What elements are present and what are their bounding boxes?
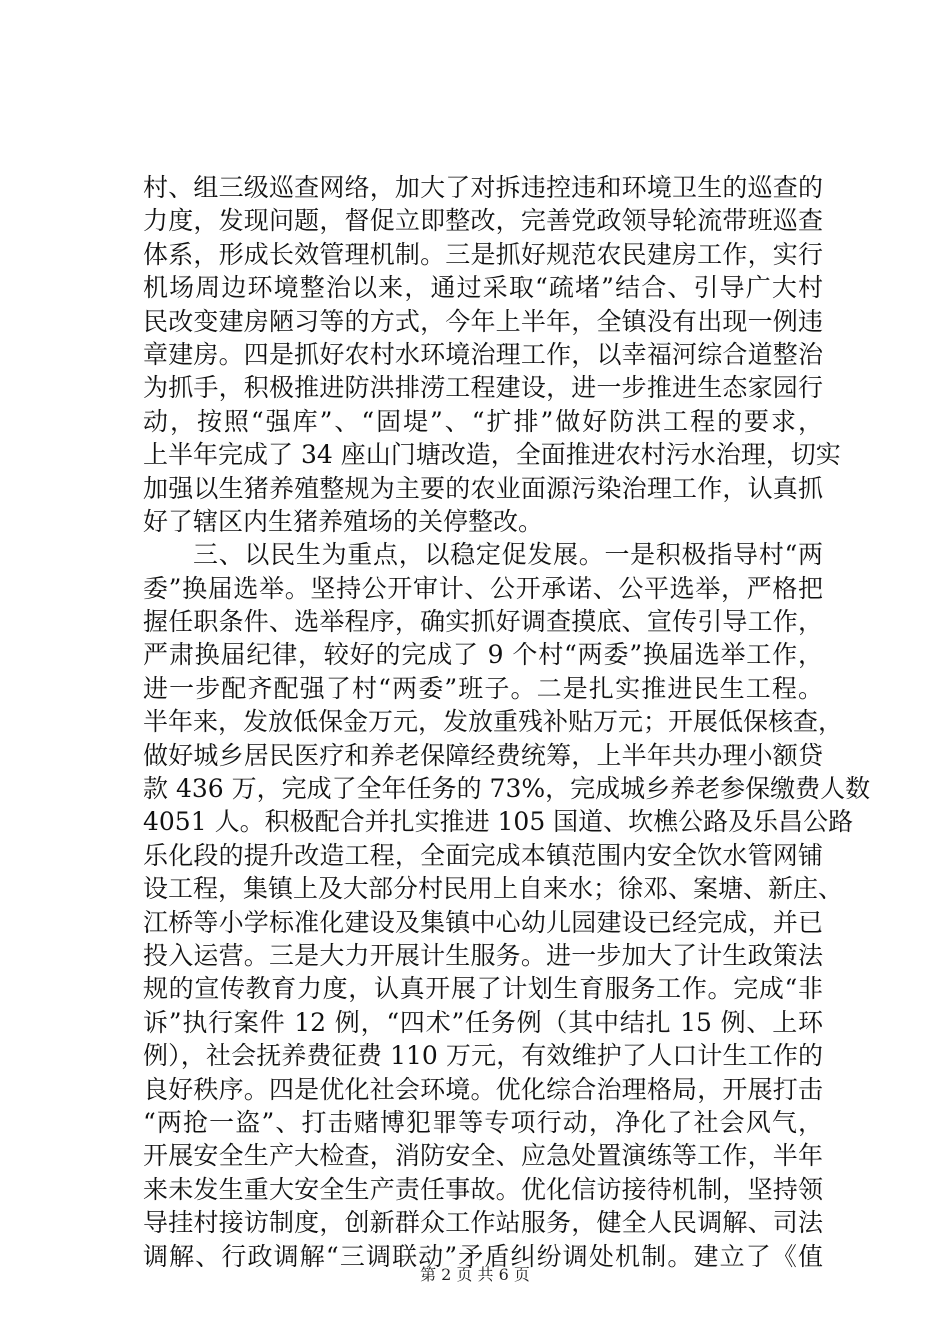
text-line: 体系，形成长效管理机制。三是抓好规范农民建房工作，实行 — [143, 239, 823, 269]
text-line: 严肃换届纪律，较好的完成了 9 个村“两委”换届选举工作， — [143, 640, 823, 670]
text-line: 章建房。四是抓好农村水环境治理工作，以幸福河综合道整治 — [143, 339, 823, 369]
text-line: 投入运营。三是大力开展计生服务。进一步加大了计生政策法 — [143, 940, 823, 970]
text-line: 诉”执行案件 12 例，“四术”任务例（其中结扎 15 例、上环 — [143, 1007, 823, 1037]
text-line: 委”换届选举。坚持公开审计、公开承诺、公平选举，严格把 — [143, 573, 823, 603]
text-line: 进一步配齐配强了村“两委”班子。二是扎实推进民生工程。 — [143, 673, 823, 703]
text-line: 村、组三级巡查网络，加大了对拆违控违和环境卫生的巡查的 — [143, 173, 823, 202]
text-line: 做好城乡居民医疗和养老保障经费统筹，上半年共办理小额贷 — [143, 740, 823, 770]
text-line-paragraph-end: 好了辖区内生猪养殖场的关停整改。 — [143, 506, 544, 536]
text-line: “两抢一盗”、打击赌博犯罪等专项行动，净化了社会风气， — [143, 1107, 823, 1137]
page-footer — [0, 1264, 950, 1286]
page-number-label: 第 2 页 共 6 页 — [420, 1265, 530, 1284]
text-line: 半年来，发放低保金万元，发放重残补贴万元；开展低保核查， — [143, 707, 844, 737]
text-line: 来未发生重大安全生产责任事故。优化信访接待机制，坚持领 — [143, 1174, 823, 1204]
text-line: 机场周边环境整治以来，通过采取“疏堵”结合、引导广大村 — [143, 273, 823, 303]
text-line: 乐化段的提升改造工程，全面完成本镇范围内安全饮水管网铺 — [143, 840, 823, 870]
text-line: 加强以生猪养殖整规为主要的农业面源污染治理工作，认真抓 — [143, 473, 823, 503]
text-line: 动，按照“强库”、“固堤”、“扩排”做好防洪工程的要求， — [143, 406, 823, 436]
text-line: 江桥等小学标准化建设及集镇中心幼儿园建设已经完成，并已 — [143, 907, 823, 937]
text-line: 力度，发现问题，督促立即整改，完善党政领导轮流带班巡查 — [143, 206, 823, 236]
body-text — [143, 171, 871, 1273]
text-line: 设工程，集镇上及大部分村民用上自来水；徐邓、案塘、新庄、 — [143, 874, 844, 904]
text-line: 握任职条件、选举程序，确实抓好调查摸底、宣传引导工作， — [143, 607, 823, 637]
text-line: 例），社会抚养费征费 110 万元，有效维护了人口计生工作的 — [143, 1041, 823, 1071]
text-line: 良好秩序。四是优化社会环境。优化综合治理格局，开展打击 — [143, 1074, 823, 1104]
text-line: 导挂村接访制度，创新群众工作站服务，健全人民调解、司法 — [143, 1208, 823, 1238]
text-line: 为抓手，积极推进防洪排涝工程建设，进一步推进生态家园行 — [143, 373, 823, 403]
text-line: 4051 人。积极配合并扎实推进 105 国道、坎樵公路及乐昌公路 — [143, 807, 854, 837]
text-line: 民改变建房陋习等的方式，今年上半年，全镇没有出现一例违 — [143, 306, 823, 336]
text-line: 款 436 万，完成了全年任务的 73%，完成城乡养老参保缴费人数 — [143, 774, 871, 804]
text-line: 上半年完成了 34 座山门塘改造，全面推进农村污水治理，切实 — [143, 440, 841, 470]
text-line: 开展安全生产大检查，消防安全、应急处置演练等工作，半年 — [143, 1141, 823, 1171]
text-line-paragraph-start: 三、以民生为重点，以稳定促发展。一是积极指导村“两 — [193, 540, 823, 570]
text-line: 规的宣传教育力度，认真开展了计划生育服务工作。完成“非 — [143, 974, 823, 1004]
text-line: 调解、行政调解“三调联动”矛盾纠纷调处机制。建立了《值 — [143, 1241, 823, 1271]
